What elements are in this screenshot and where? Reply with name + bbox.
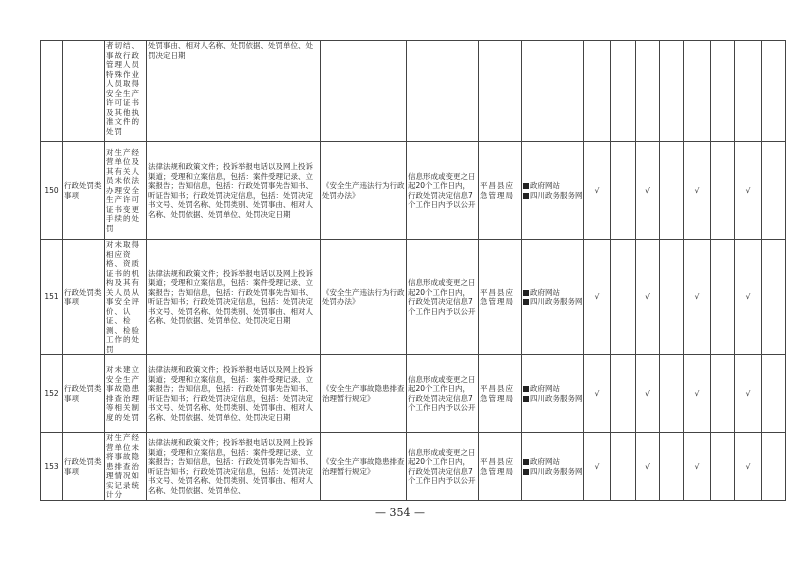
time-cell: [407, 41, 479, 142]
check-mark: √: [636, 240, 660, 355]
basis-cell: 《安全生产事故隐患排查治理暂行规定》: [321, 433, 407, 501]
content-cell: 法律法规和政策文件；投诉举报电话以及网上投诉渠道；受理和立案信息，包括：案件受理记录、立案报告；告知信息，包括：行政处罚事先告知书、听证告知书；行政处罚决定信息，包括：处罚决定书文号、处罚名称、处罚类别、处罚事由、相对人名称、处罚依据、处罚单位、处罚决定日期: [147, 142, 321, 240]
check-mark: √: [735, 433, 762, 501]
filled-square-icon: [523, 469, 529, 475]
channel-label: 四川政务服务网: [530, 297, 583, 306]
check-mark: √: [584, 142, 611, 240]
empty-cell: [711, 142, 735, 240]
check-mark: √: [735, 355, 762, 433]
channel-item: [523, 384, 582, 394]
subject-cell: 对未建立安全生产事故隐患排查治理等相关制度的处罚: [105, 355, 147, 433]
subject-cell: 对未取得相应资格、资质证书的机构及其有关人员从事安全评价、认证、检测、检验工作的处罚: [105, 240, 147, 355]
filled-square-icon: [523, 183, 529, 189]
channel-item: [523, 191, 582, 201]
channel-label: 政府网站: [530, 457, 560, 466]
channel-cell: [522, 355, 584, 433]
empty-cell: [762, 142, 786, 240]
check-mark: √: [684, 433, 711, 501]
empty-cell: [611, 142, 636, 240]
empty-cell: [584, 41, 611, 142]
content-cell: 法律法规和政策文件；投诉举报电话以及网上投诉渠道；受理和立案信息，包括：案件受理记录、立案报告；告知信息，包括：行政处罚事先告知书、听证告知书；行政处罚决定信息，包括：处罚决定书文号、处罚名称、处罚类别、处罚事由、相对人名称、处罚依据、处罚单位、处罚决定日期: [147, 240, 321, 355]
empty-cell: [762, 41, 786, 142]
check-mark: √: [684, 240, 711, 355]
org-cell: 平昌县应急管理局: [479, 433, 522, 501]
check-mark: √: [684, 355, 711, 433]
check-mark: √: [684, 142, 711, 240]
table-row: [41, 433, 786, 501]
basis-cell: 《安全生产违法行为行政处罚办法》: [321, 142, 407, 240]
channel-item: [523, 288, 582, 298]
seq-cell: 151: [41, 240, 63, 355]
empty-cell: [711, 355, 735, 433]
check-mark: √: [584, 433, 611, 501]
channel-cell: [522, 142, 584, 240]
category-cell: [63, 41, 105, 142]
check-mark: √: [735, 142, 762, 240]
basis-cell: [321, 41, 407, 142]
category-cell: 行政处罚类事项: [63, 240, 105, 355]
time-cell: 信息形成或变更之日起20个工作日内，行政处罚决定信息7个工作日内予以公开: [407, 433, 479, 501]
content-cell: 法律法规和政策文件；投诉举报电话以及网上投诉渠道；受理和立案信息，包括：案件受理记录、立案报告；告知信息，包括：行政处罚事先告知书、听证告知书；行政处罚决定信息，包括：处罚决定书文号、处罚名称、处罚类别、处罚事由、相对人名称、处罚依据、处罚单位、: [147, 433, 321, 501]
empty-cell: [735, 41, 762, 142]
channel-label: 四川政务服务网: [530, 190, 583, 200]
empty-cell: [762, 240, 786, 355]
empty-cell: [636, 41, 660, 142]
filled-square-icon: [523, 193, 529, 199]
filled-square-icon: [523, 299, 529, 305]
empty-cell: [762, 433, 786, 501]
seq-cell: [41, 41, 63, 142]
empty-cell: [711, 433, 735, 501]
empty-cell: [762, 355, 786, 433]
channel-label: 政府网站: [530, 181, 560, 190]
empty-cell: [711, 41, 735, 142]
table-row: [41, 142, 786, 240]
org-cell: 平昌县应急管理局: [479, 240, 522, 355]
basis-cell: 《安全生产事故隐患排查治理暂行规定》: [321, 355, 407, 433]
disclosure-table: [40, 40, 786, 501]
channel-item: [523, 467, 582, 477]
check-mark: √: [636, 433, 660, 501]
empty-cell: [611, 240, 636, 355]
empty-cell: [711, 240, 735, 355]
table-body: [41, 41, 786, 501]
subject-cell: 对生产经营单位及其有关人员未依法办理安全生产许可证书变更手续的处罚: [105, 142, 147, 240]
empty-cell: [611, 355, 636, 433]
channel-cell: [522, 433, 584, 501]
org-cell: 平昌县应急管理局: [479, 355, 522, 433]
empty-cell: [660, 142, 684, 240]
basis-cell: 《安全生产违法行为行政处罚办法》: [321, 240, 407, 355]
table-row: [41, 41, 786, 142]
empty-cell: [660, 240, 684, 355]
empty-cell: [611, 41, 636, 142]
filled-square-icon: [523, 290, 529, 296]
check-mark: √: [636, 355, 660, 433]
seq-cell: 150: [41, 142, 63, 240]
org-cell: [479, 41, 522, 142]
channel-item: [523, 181, 582, 191]
seq-cell: 152: [41, 355, 63, 433]
filled-square-icon: [523, 386, 529, 392]
filled-square-icon: [523, 396, 529, 402]
check-mark: √: [735, 240, 762, 355]
subject-cell: 者切结、事故行政管理人员特殊作业人员取得安全生产许可证书及其他执准文件的处罚: [105, 41, 147, 142]
empty-cell: [684, 41, 711, 142]
channel-label: 四川政务服务网: [530, 466, 583, 476]
channel-cell: [522, 240, 584, 355]
table-row: [41, 240, 786, 355]
channel-label: 四川政务服务网: [530, 393, 583, 403]
table-row: [41, 355, 786, 433]
channel-item: [523, 457, 582, 467]
channel-label: 政府网站: [530, 384, 560, 393]
subject-cell: 对生产经营单位未将事故隐患排查治理情况如实记录统计分: [105, 433, 147, 501]
channel-item: [523, 297, 582, 307]
seq-cell: 153: [41, 433, 63, 501]
empty-cell: [660, 433, 684, 501]
time-cell: 信息形成或变更之日起20个工作日内，行政处罚决定信息7个工作日内予以公开: [407, 355, 479, 433]
check-mark: √: [584, 355, 611, 433]
empty-cell: [660, 355, 684, 433]
category-cell: 行政处罚类事项: [63, 355, 105, 433]
channel-cell: [522, 41, 584, 142]
page-number: — 354 —: [375, 506, 425, 519]
channel-item: [523, 394, 582, 404]
content-cell: 法律法规和政策文件；投诉举报电话以及网上投诉渠道；受理和立案信息，包括：案件受理记录、立案报告；告知信息，包括：行政处罚事先告知书、听证告知书；行政处罚决定信息，包括：处罚决定书文号、处罚名称、处罚类别、处罚事由、相对人名称、处罚依据、处罚单位、处罚决定日期: [147, 355, 321, 433]
time-cell: 信息形成或变更之日起20个工作日内，行政处罚决定信息7个工作日内予以公开: [407, 142, 479, 240]
filled-square-icon: [523, 459, 529, 465]
time-cell: 信息形成或变更之日起20个工作日内，行政处罚决定信息7个工作日内予以公开: [407, 240, 479, 355]
org-cell: 平昌县应急管理局: [479, 142, 522, 240]
category-cell: 行政处罚类事项: [63, 142, 105, 240]
check-mark: √: [584, 240, 611, 355]
content-cell: 处罚事由、相对人名称、处罚依据、处罚单位、处罚决定日期: [147, 41, 321, 142]
empty-cell: [611, 433, 636, 501]
check-mark: √: [636, 142, 660, 240]
empty-cell: [660, 41, 684, 142]
category-cell: 行政处罚类事项: [63, 433, 105, 501]
channel-label: 政府网站: [530, 287, 560, 297]
